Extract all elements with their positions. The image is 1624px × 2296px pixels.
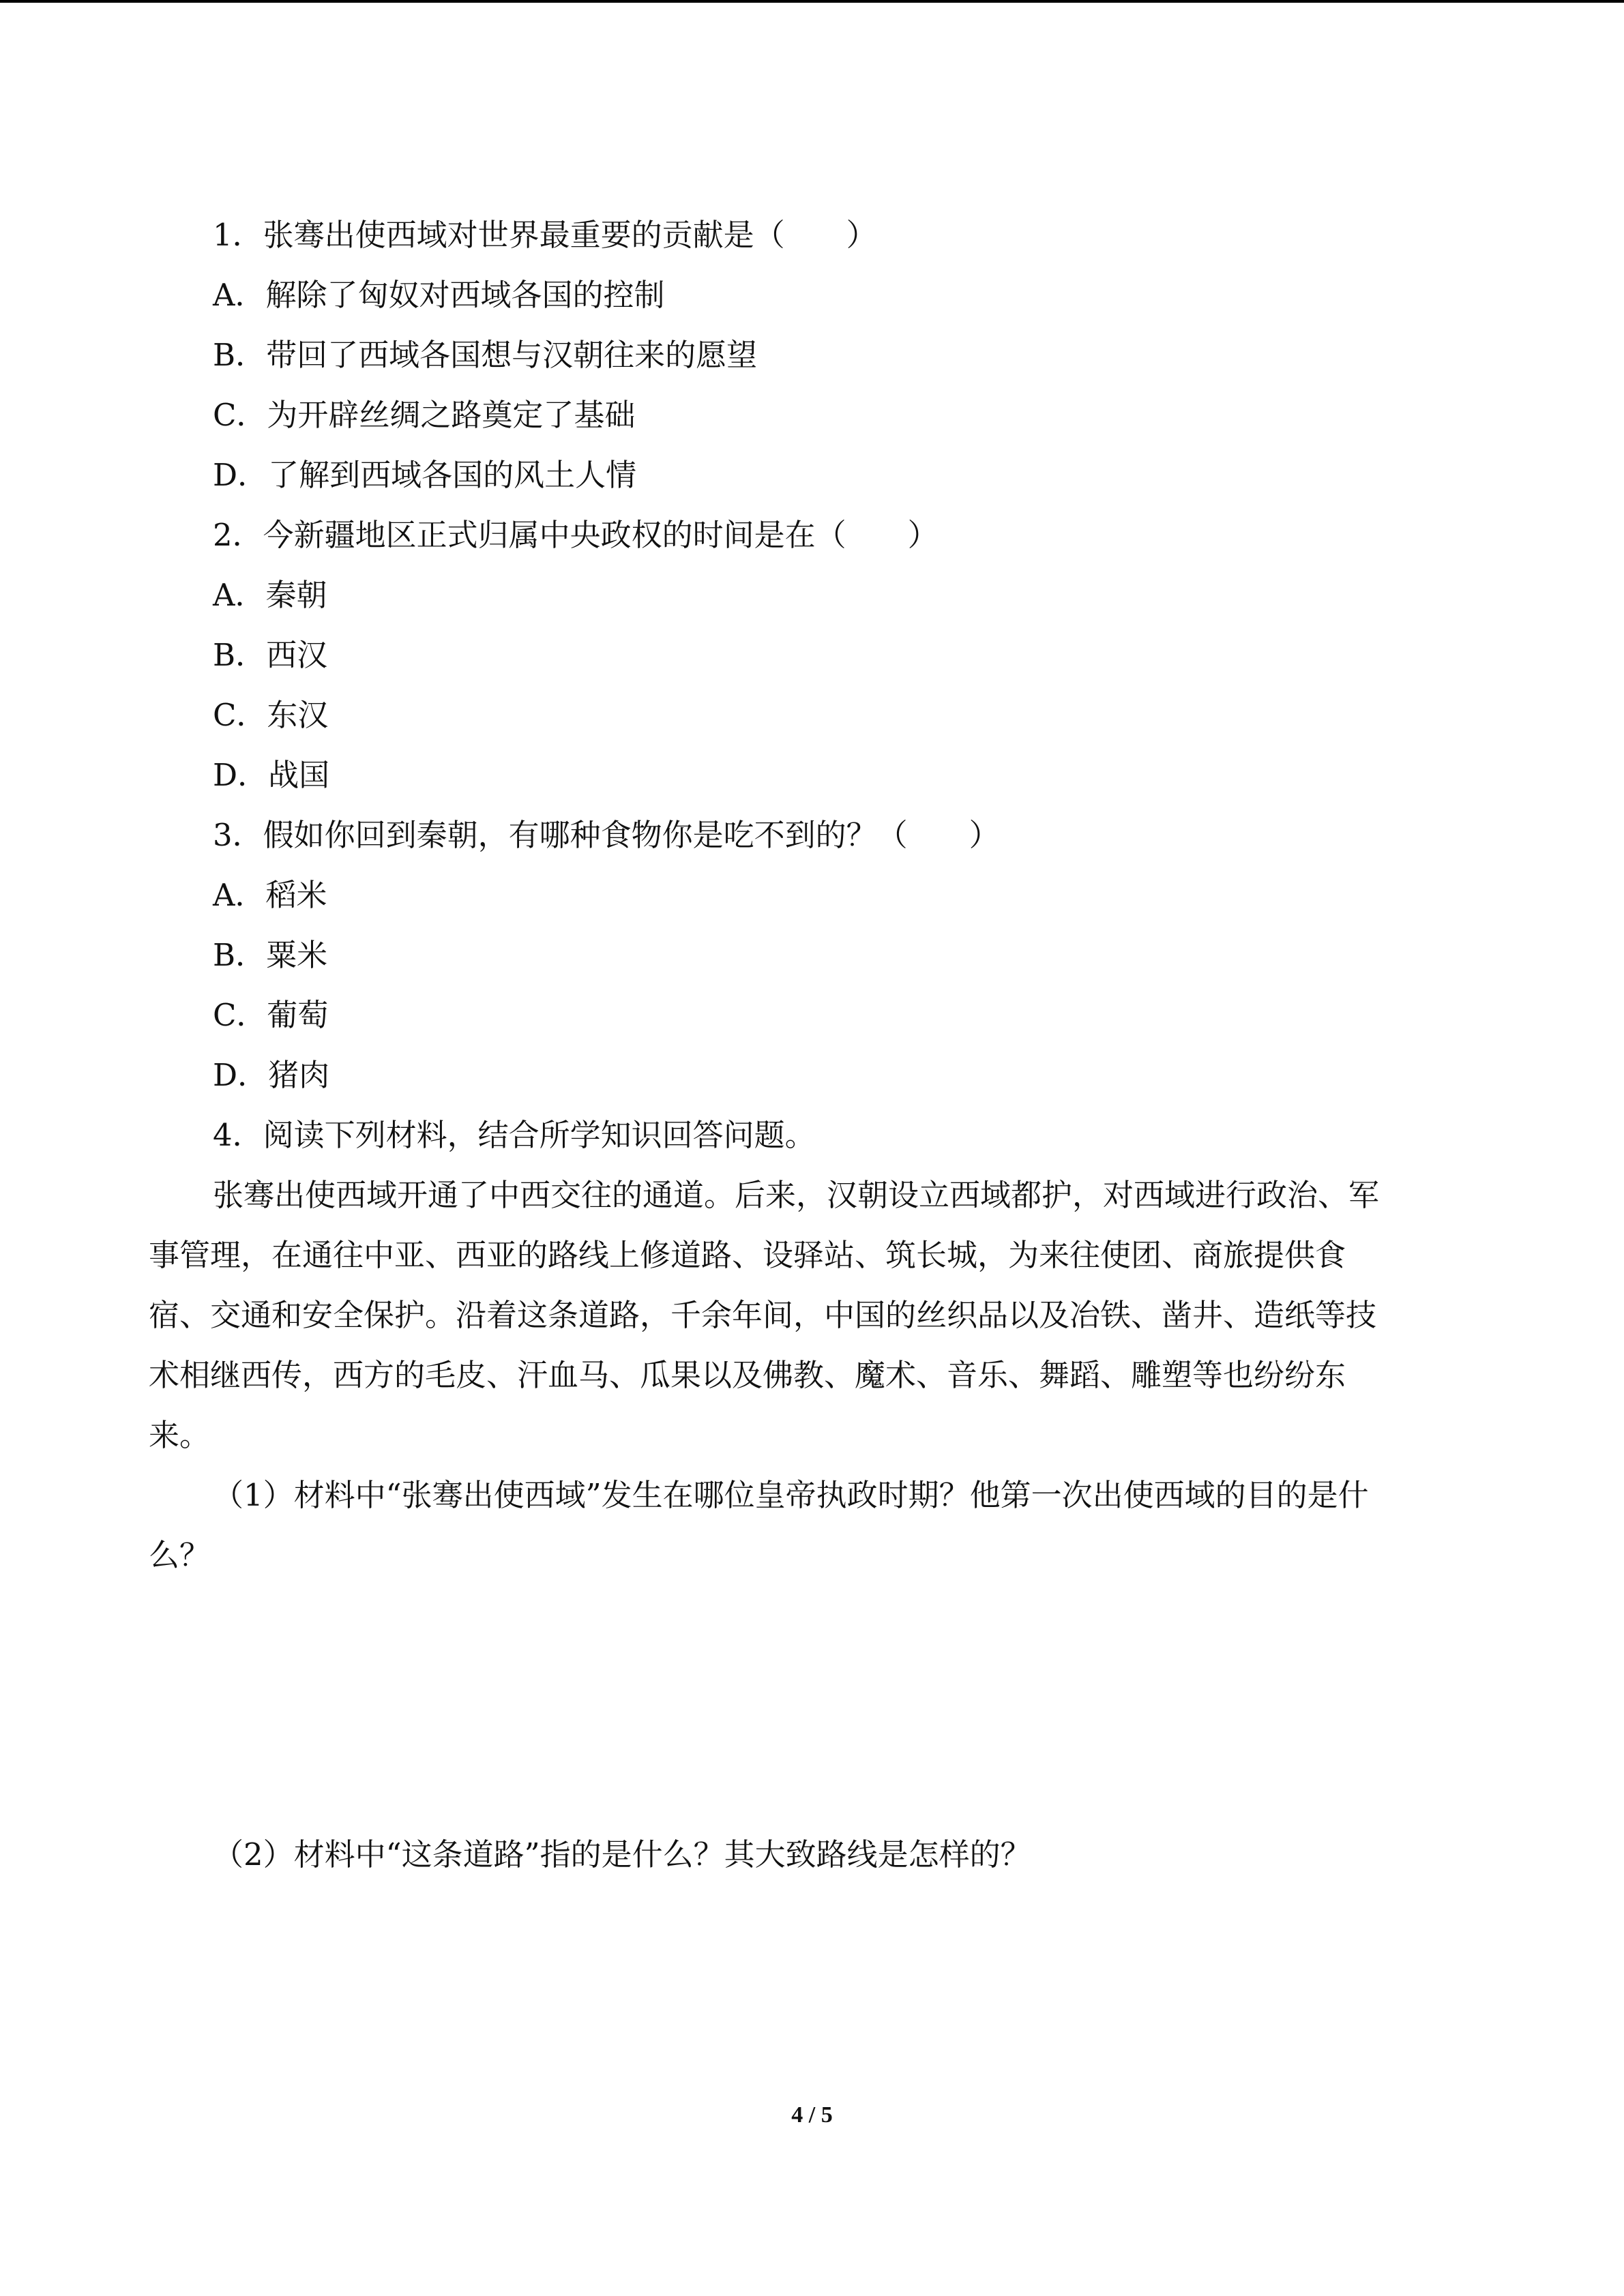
question-2-option-a: A．秦朝 — [213, 577, 327, 613]
question-2-option-b: B．西汉 — [213, 637, 328, 673]
question-3-option-d: D．猪肉 — [213, 1057, 330, 1093]
sub-question-2: （2）材料中“这条道路”指的是什么？其大致路线是怎样的？ — [213, 1836, 1031, 1873]
question-1-stem: 1．张骞出使西域对世界最重要的贡献是（ ） — [213, 217, 877, 253]
question-2-option-d: D．战国 — [213, 757, 330, 793]
question-1-option-a: A．解除了匈奴对西域各国的控制 — [213, 277, 665, 313]
question-2-stem: 2．今新疆地区正式归属中央政权的时间是在（ ） — [213, 517, 939, 553]
material-line-5: 来。 — [149, 1417, 211, 1453]
page-number: 4 / 5 — [791, 2102, 833, 2128]
material-line-4: 术相继西传，西方的毛皮、汗血马、瓜果以及佛教、魔术、音乐、舞蹈、雕塑等也纷纷东 — [149, 1357, 1346, 1393]
question-3-option-c: C．葡萄 — [213, 997, 329, 1033]
question-3-option-a: A．稻米 — [213, 877, 327, 913]
page-top-border — [0, 0, 1624, 3]
question-2-option-c: C．东汉 — [213, 697, 329, 733]
question-1-option-d: D．了解到西域各国的风土人情 — [213, 457, 637, 493]
sub-question-1-line-2: 么？ — [149, 1537, 211, 1573]
question-4-stem: 4．阅读下列材料，结合所学知识回答问题。 — [213, 1117, 816, 1153]
sub-question-1-line-1: （1）材料中“张骞出使西域”发生在哪位皇帝执政时期？他第一次出使西域的目的是什 — [213, 1477, 1369, 1513]
question-1-option-c: C．为开辟丝绸之路奠定了基础 — [213, 397, 636, 433]
question-3-stem: 3．假如你回到秦朝，有哪种食物你是吃不到的？（ ） — [213, 817, 1000, 853]
material-line-1: 张骞出使西域开通了中西交往的通道。后来，汉朝设立西域都护，对西域进行政治、军 — [213, 1177, 1380, 1213]
question-3-option-b: B．粟米 — [213, 937, 328, 973]
material-line-3: 宿、交通和安全保护。沿着这条道路，千余年间，中国的丝织品以及冶铁、凿井、造纸等技 — [149, 1297, 1377, 1333]
material-line-2: 事管理，在通往中亚、西亚的路线上修道路、设驿站、筑长城，为来往使团、商旅提供食 — [149, 1237, 1346, 1273]
question-1-option-b: B．带回了西域各国想与汉朝往来的愿望 — [213, 337, 758, 373]
